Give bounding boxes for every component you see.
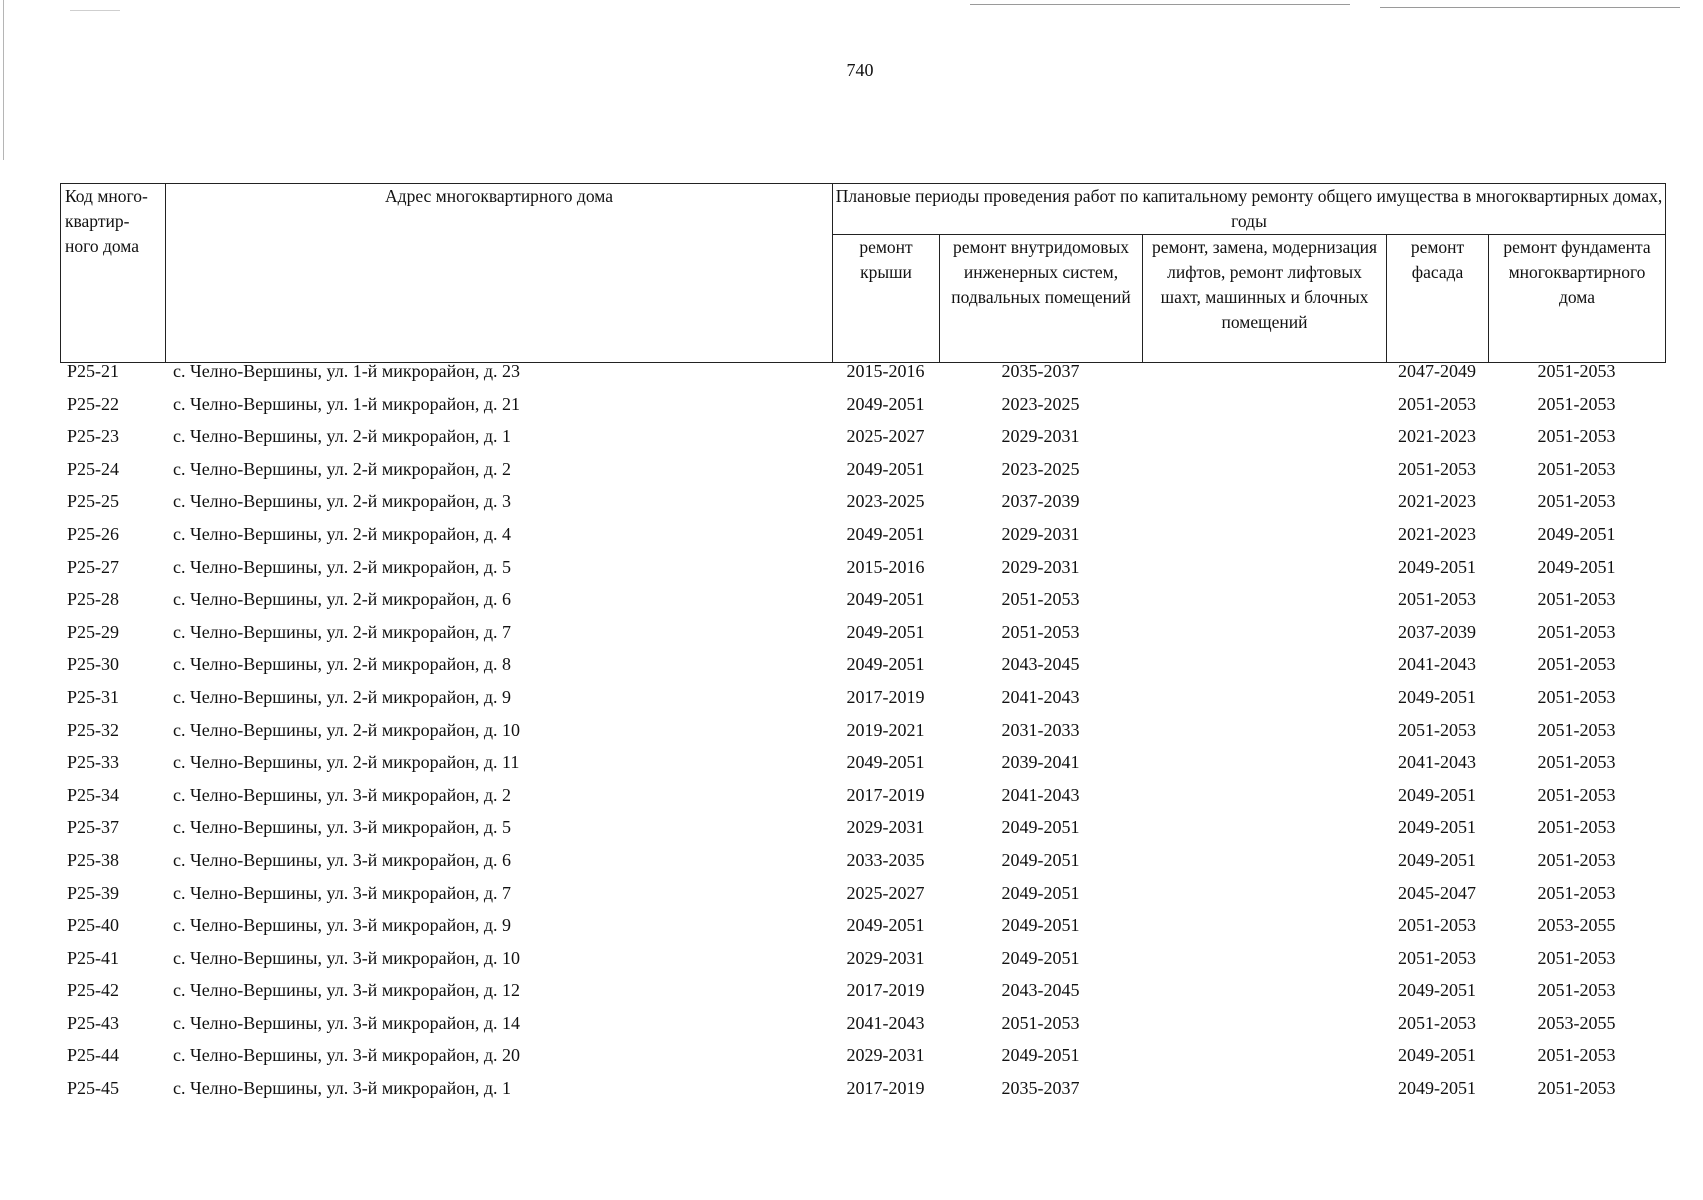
row-elevators xyxy=(1142,1045,1386,1078)
row-address: с. Челно-Вершины, ул. 2-й микрорайон, д. 9 xyxy=(173,686,512,707)
table-row xyxy=(60,817,1665,850)
row-elevators xyxy=(1142,459,1386,492)
row-elevators xyxy=(1142,426,1386,459)
scan-artifact-line xyxy=(1380,7,1680,8)
row-foundation: 2053-2055 xyxy=(1537,915,1616,936)
row-roof: 2049-2051 xyxy=(846,523,925,544)
table-row xyxy=(60,687,1665,720)
row-facade: 2041-2043 xyxy=(1398,752,1476,773)
row-address: с. Челно-Вершины, ул. 2-й микрорайон, д. 11 xyxy=(173,752,520,773)
table-row xyxy=(60,426,1665,459)
row-elevators xyxy=(1142,687,1386,720)
header-code: Код много-квартир-ного дома xyxy=(61,184,166,363)
row-elevators xyxy=(1142,394,1386,427)
row-code: Р25-41 xyxy=(67,947,120,968)
row-engineering: 2029-2031 xyxy=(1001,426,1080,447)
row-elevators xyxy=(1142,361,1386,394)
row-elevators xyxy=(1142,1013,1386,1046)
row-facade: 2051-2053 xyxy=(1398,393,1476,414)
row-roof: 2049-2051 xyxy=(846,752,925,773)
row-elevators xyxy=(1142,948,1386,981)
row-elevators xyxy=(1142,883,1386,916)
header-facade: ремонт фасада xyxy=(1387,235,1489,363)
row-roof: 2029-2031 xyxy=(846,947,925,968)
row-elevators xyxy=(1142,817,1386,850)
header-engineering: ремонт внутридомовых инженерных систем, подвальных помещений xyxy=(940,235,1143,363)
row-facade: 2049-2051 xyxy=(1398,849,1476,870)
row-address: с. Челно-Вершины, ул. 3-й микрорайон, д. 2 xyxy=(173,784,512,805)
row-roof: 2041-2043 xyxy=(846,1012,925,1033)
row-roof: 2017-2019 xyxy=(846,784,925,805)
row-foundation: 2051-2053 xyxy=(1537,361,1616,381)
row-code: Р25-23 xyxy=(67,426,120,447)
row-facade: 2051-2053 xyxy=(1398,589,1476,610)
row-facade: 2045-2047 xyxy=(1398,882,1476,903)
row-foundation: 2051-2053 xyxy=(1537,621,1616,642)
row-facade: 2051-2053 xyxy=(1398,915,1476,936)
row-address: с. Челно-Вершины, ул. 2-й микрорайон, д. 2 xyxy=(173,458,512,479)
row-code: Р25-34 xyxy=(67,784,120,805)
row-address: с. Челно-Вершины, ул. 3-й микрорайон, д. 12 xyxy=(173,980,521,1001)
row-engineering: 2023-2025 xyxy=(1001,393,1080,414)
row-address: с. Челно-Вершины, ул. 3-й микрорайон, д. 20 xyxy=(173,1045,521,1066)
scan-artifact-line xyxy=(70,10,120,11)
row-foundation: 2051-2053 xyxy=(1537,491,1616,512)
row-foundation: 2051-2053 xyxy=(1537,719,1616,740)
row-foundation: 2051-2053 xyxy=(1537,980,1616,1001)
row-code: Р25-21 xyxy=(67,361,120,381)
row-roof: 2025-2027 xyxy=(846,882,925,903)
row-elevators xyxy=(1142,752,1386,785)
row-address: с. Челно-Вершины, ул. 3-й микрорайон, д. 7 xyxy=(173,882,512,903)
row-address: с. Челно-Вершины, ул. 2-й микрорайон, д. 4 xyxy=(173,523,512,544)
header-foundation: ремонт фундамента многоквартирного дома xyxy=(1489,235,1666,363)
row-roof: 2029-2031 xyxy=(846,817,925,838)
row-elevators xyxy=(1142,524,1386,557)
row-code: Р25-32 xyxy=(67,719,120,740)
table-row xyxy=(60,752,1665,785)
row-engineering: 2049-2051 xyxy=(1001,915,1080,936)
row-address: с. Челно-Вершины, ул. 2-й микрорайон, д. 10 xyxy=(173,719,521,740)
row-facade: 2049-2051 xyxy=(1398,556,1476,577)
row-engineering: 2051-2053 xyxy=(1001,1012,1080,1033)
row-engineering: 2049-2051 xyxy=(1001,947,1080,968)
header-elevators: ремонт, замена, модернизация лифтов, ремонт лифтовых шахт, машинных и блочных помещений xyxy=(1143,235,1387,363)
row-engineering: 2039-2041 xyxy=(1001,752,1080,773)
row-roof: 2049-2051 xyxy=(846,654,925,675)
row-engineering: 2029-2031 xyxy=(1001,523,1080,544)
row-roof: 2017-2019 xyxy=(846,1078,925,1099)
table-row xyxy=(60,459,1665,492)
row-facade: 2049-2051 xyxy=(1398,1078,1476,1099)
table-row xyxy=(60,524,1665,557)
table-row xyxy=(60,785,1665,818)
row-code: Р25-38 xyxy=(67,849,120,870)
row-foundation: 2051-2053 xyxy=(1537,393,1616,414)
row-code: Р25-24 xyxy=(67,458,120,479)
table-row xyxy=(60,850,1665,883)
row-engineering: 2049-2051 xyxy=(1001,882,1080,903)
row-roof: 2015-2016 xyxy=(846,556,925,577)
row-code: Р25-28 xyxy=(67,589,120,610)
row-foundation: 2051-2053 xyxy=(1537,426,1616,447)
row-address: с. Челно-Вершины, ул. 3-й микрорайон, д. 14 xyxy=(173,1012,521,1033)
row-elevators xyxy=(1142,850,1386,883)
row-elevators xyxy=(1142,491,1386,524)
row-facade: 2051-2053 xyxy=(1398,947,1476,968)
row-address: с. Челно-Вершины, ул. 3-й микрорайон, д. 10 xyxy=(173,947,521,968)
table-row xyxy=(60,980,1665,1013)
row-engineering: 2051-2053 xyxy=(1001,621,1080,642)
row-code: Р25-22 xyxy=(67,393,120,414)
row-engineering: 2041-2043 xyxy=(1001,784,1080,805)
table-row xyxy=(60,915,1665,948)
row-code: Р25-29 xyxy=(67,621,120,642)
table-row xyxy=(60,394,1665,427)
table-row xyxy=(60,589,1665,622)
row-elevators xyxy=(1142,622,1386,655)
row-code: Р25-30 xyxy=(67,654,120,675)
row-code: Р25-39 xyxy=(67,882,120,903)
row-address: с. Челно-Вершины, ул. 1-й микрорайон, д. 21 xyxy=(173,393,521,414)
row-address: с. Челно-Вершины, ул. 3-й микрорайон, д. 6 xyxy=(173,849,512,870)
row-elevators xyxy=(1142,654,1386,687)
row-foundation: 2051-2053 xyxy=(1537,589,1616,610)
row-engineering: 2043-2045 xyxy=(1001,654,1080,675)
row-roof: 2015-2016 xyxy=(846,361,925,381)
row-roof: 2017-2019 xyxy=(846,980,925,1001)
row-elevators xyxy=(1142,980,1386,1013)
header-roof: ремонт крыши xyxy=(833,235,940,363)
row-code: Р25-42 xyxy=(67,980,120,1001)
row-facade: 2021-2023 xyxy=(1398,426,1476,447)
row-code: Р25-44 xyxy=(67,1045,120,1066)
row-foundation: 2051-2053 xyxy=(1537,784,1616,805)
row-foundation: 2051-2053 xyxy=(1537,849,1616,870)
row-address: с. Челно-Вершины, ул. 1-й микрорайон, д. 23 xyxy=(173,361,521,381)
row-roof: 2049-2051 xyxy=(846,589,925,610)
row-engineering: 2043-2045 xyxy=(1001,980,1080,1001)
row-foundation: 2051-2053 xyxy=(1537,947,1616,968)
row-roof: 2049-2051 xyxy=(846,915,925,936)
row-roof: 2025-2027 xyxy=(846,426,925,447)
row-code: Р25-25 xyxy=(67,491,120,512)
row-elevators xyxy=(1142,785,1386,818)
row-roof: 2017-2019 xyxy=(846,686,925,707)
table-row xyxy=(60,883,1665,916)
row-elevators xyxy=(1142,589,1386,622)
table-row xyxy=(60,622,1665,655)
scan-artifact-line xyxy=(970,4,1350,5)
row-engineering: 2035-2037 xyxy=(1001,1078,1080,1099)
row-engineering: 2037-2039 xyxy=(1001,491,1080,512)
table-header xyxy=(60,183,1666,363)
table-row xyxy=(60,948,1665,981)
row-elevators xyxy=(1142,557,1386,590)
row-code: Р25-37 xyxy=(67,817,120,838)
row-address: с. Челно-Вершины, ул. 3-й микрорайон, д. 9 xyxy=(173,915,512,936)
header-address: Адрес многоквартирного дома xyxy=(166,184,833,363)
row-code: Р25-31 xyxy=(67,686,120,707)
row-foundation: 2051-2053 xyxy=(1537,654,1616,675)
row-elevators xyxy=(1142,720,1386,753)
row-code: Р25-33 xyxy=(67,752,120,773)
page-number: 740 xyxy=(846,60,874,80)
row-foundation: 2051-2053 xyxy=(1537,1078,1616,1099)
row-foundation: 2049-2051 xyxy=(1537,556,1616,577)
row-roof: 2049-2051 xyxy=(846,393,925,414)
row-roof: 2023-2025 xyxy=(846,491,925,512)
row-engineering: 2049-2051 xyxy=(1001,817,1080,838)
row-facade: 2051-2053 xyxy=(1398,458,1476,479)
row-address: с. Челно-Вершины, ул. 2-й микрорайон, д. 8 xyxy=(173,654,512,675)
table-row xyxy=(60,1078,1665,1111)
row-facade: 2021-2023 xyxy=(1398,491,1476,512)
row-code: Р25-43 xyxy=(67,1012,120,1033)
row-foundation: 2051-2053 xyxy=(1537,686,1616,707)
row-foundation: 2049-2051 xyxy=(1537,523,1616,544)
row-facade: 2049-2051 xyxy=(1398,784,1476,805)
row-address: с. Челно-Вершины, ул. 3-й микрорайон, д. 5 xyxy=(173,817,512,838)
row-roof: 2019-2021 xyxy=(846,719,925,740)
row-elevators xyxy=(1142,1078,1386,1111)
table-row xyxy=(60,654,1665,687)
row-facade: 2041-2043 xyxy=(1398,654,1476,675)
header-periods-group: Плановые периоды проведения работ по капитальному ремонту общего имущества в многоквартирных домах, годы xyxy=(833,184,1666,235)
row-foundation: 2051-2053 xyxy=(1537,1045,1616,1066)
data-table-body xyxy=(60,361,1665,1111)
table-row xyxy=(60,557,1665,590)
row-roof: 2033-2035 xyxy=(846,849,925,870)
row-elevators xyxy=(1142,915,1386,948)
table-row xyxy=(60,1045,1665,1078)
row-foundation: 2053-2055 xyxy=(1537,1012,1616,1033)
row-facade: 2049-2051 xyxy=(1398,980,1476,1001)
row-address: с. Челно-Вершины, ул. 2-й микрорайон, д. 5 xyxy=(173,556,512,577)
data-table xyxy=(60,361,1665,1111)
row-foundation: 2051-2053 xyxy=(1537,882,1616,903)
row-facade: 2021-2023 xyxy=(1398,523,1476,544)
row-engineering: 2041-2043 xyxy=(1001,686,1080,707)
row-roof: 2049-2051 xyxy=(846,621,925,642)
row-code: Р25-45 xyxy=(67,1078,120,1099)
row-engineering: 2031-2033 xyxy=(1001,719,1080,740)
row-facade: 2051-2053 xyxy=(1398,719,1476,740)
row-engineering: 2029-2031 xyxy=(1001,556,1080,577)
row-facade: 2047-2049 xyxy=(1398,361,1476,381)
row-facade: 2049-2051 xyxy=(1398,686,1476,707)
table-row xyxy=(60,361,1665,394)
row-code: Р25-40 xyxy=(67,915,120,936)
row-code: Р25-26 xyxy=(67,523,120,544)
row-engineering: 2035-2037 xyxy=(1001,361,1080,381)
row-engineering: 2051-2053 xyxy=(1001,589,1080,610)
row-foundation: 2051-2053 xyxy=(1537,817,1616,838)
table-row xyxy=(60,1013,1665,1046)
row-code: Р25-27 xyxy=(67,556,120,577)
row-address: с. Челно-Вершины, ул. 2-й микрорайон, д. 7 xyxy=(173,621,512,642)
row-facade: 2037-2039 xyxy=(1398,621,1476,642)
row-foundation: 2051-2053 xyxy=(1537,752,1616,773)
row-address: с. Челно-Вершины, ул. 2-й микрорайон, д. 6 xyxy=(173,589,512,610)
row-facade: 2049-2051 xyxy=(1398,817,1476,838)
row-engineering: 2023-2025 xyxy=(1001,458,1080,479)
row-facade: 2051-2053 xyxy=(1398,1012,1476,1033)
row-address: с. Челно-Вершины, ул. 3-й микрорайон, д. 1 xyxy=(173,1078,512,1099)
row-foundation: 2051-2053 xyxy=(1537,458,1616,479)
row-facade: 2049-2051 xyxy=(1398,1045,1476,1066)
row-roof: 2029-2031 xyxy=(846,1045,925,1066)
row-address: с. Челно-Вершины, ул. 2-й микрорайон, д. 1 xyxy=(173,426,512,447)
table-row xyxy=(60,720,1665,753)
table-row xyxy=(60,491,1665,524)
row-engineering: 2049-2051 xyxy=(1001,1045,1080,1066)
row-roof: 2049-2051 xyxy=(846,458,925,479)
row-address: с. Челно-Вершины, ул. 2-й микрорайон, д. 3 xyxy=(173,491,512,512)
row-engineering: 2049-2051 xyxy=(1001,849,1080,870)
